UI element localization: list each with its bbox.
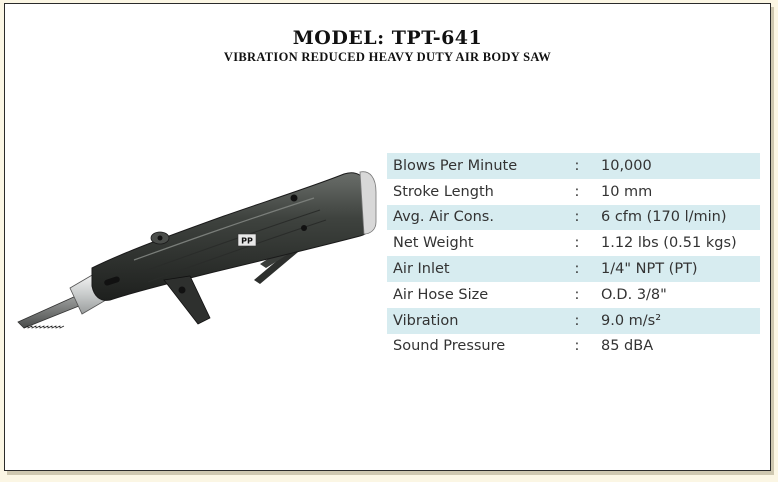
spec-separator: : [553, 308, 601, 334]
spec-label: Sound Pressure [393, 338, 506, 355]
spec-row-net-weight [387, 230, 760, 256]
spec-value: O.D. 3/8" [601, 286, 667, 303]
air-body-saw-image [14, 168, 382, 334]
spec-value: 9.0 m/s² [601, 308, 760, 334]
spec-value: 1.12 lbs (0.51 kgs) [601, 235, 737, 252]
spec-label: Net Weight [393, 235, 474, 252]
svg-text:PP: PP [241, 236, 253, 246]
spec-separator: : [574, 235, 580, 252]
spec-row-stroke-length [387, 179, 760, 205]
spec-row-air-consumption [387, 205, 760, 231]
spec-separator: : [574, 286, 580, 303]
spec-value: 10 mm [601, 183, 653, 200]
spec-value: 85 dBA [601, 338, 654, 355]
spec-separator: : [553, 205, 601, 231]
spec-label: Stroke Length [393, 183, 494, 200]
spec-row-air-hose-size [387, 282, 760, 308]
spec-row-blows-per-minute [387, 153, 760, 179]
spec-separator: : [553, 153, 601, 179]
product-description: VIBRATION REDUCED HEAVY DUTY AIR BODY SAW [223, 50, 552, 64]
spec-label: Blows Per Minute [387, 153, 553, 179]
spec-row-air-inlet [387, 256, 760, 282]
model-title: MODEL: TPT-641 [292, 27, 483, 49]
spec-separator: : [574, 338, 580, 355]
spec-label: Avg. Air Cons. [387, 205, 553, 231]
spec-separator: : [553, 256, 601, 282]
brand-logo [238, 234, 256, 246]
spec-row-sound-pressure [387, 334, 760, 360]
saw-blade [18, 296, 84, 328]
spec-separator: : [574, 183, 580, 200]
spec-value: 1/4" NPT (PT) [601, 256, 760, 282]
spec-row-vibration [387, 308, 760, 334]
tool-body [92, 172, 376, 324]
spec-value: 10,000 [601, 153, 760, 179]
spec-value: 6 cfm (170 l/min) [601, 205, 760, 231]
spec-label: Air Hose Size [393, 286, 489, 303]
spec-label: Vibration [387, 308, 553, 334]
specifications-table [387, 153, 760, 359]
spec-label: Air Inlet [387, 256, 553, 282]
